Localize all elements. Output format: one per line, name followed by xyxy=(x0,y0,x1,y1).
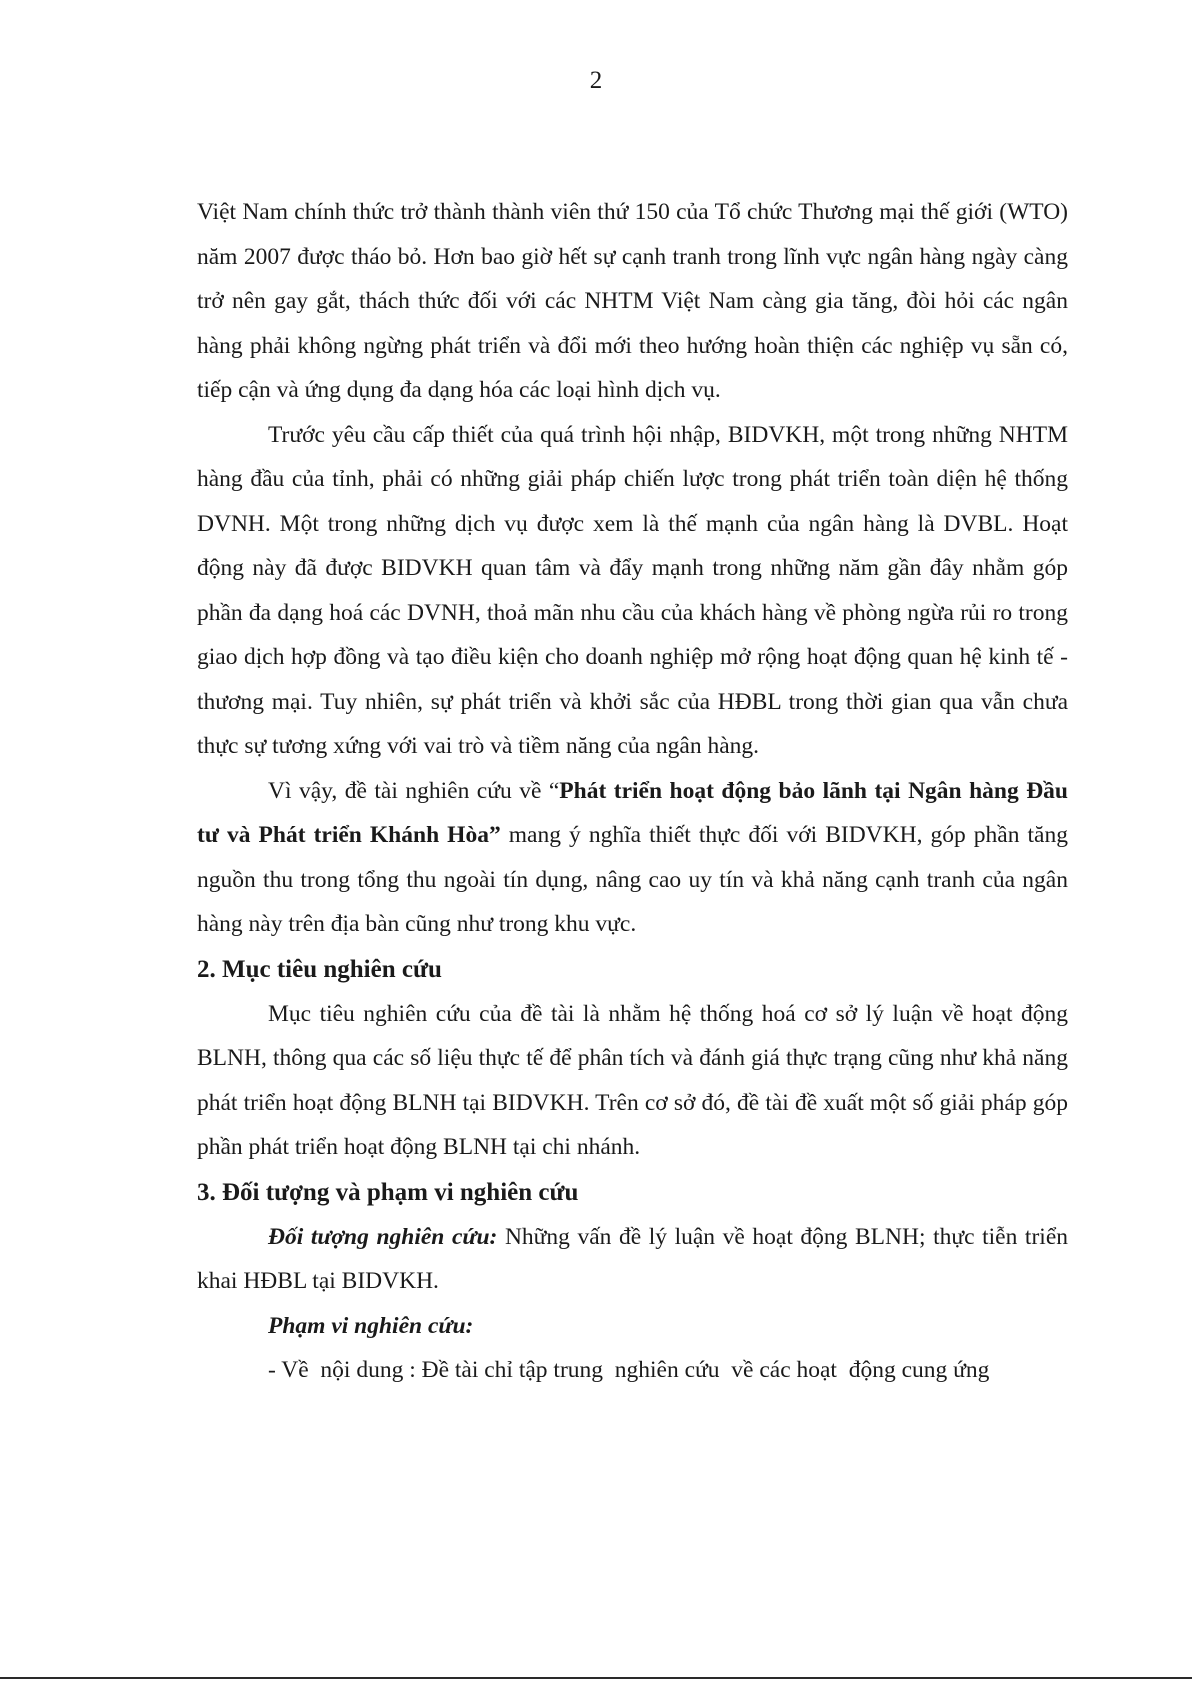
section-3-heading: 3. Đối tượng và phạm vi nghiên cứu xyxy=(197,1178,579,1206)
research-object-label: Đối tượng nghiên cứu: xyxy=(268,1223,498,1250)
research-scope-paragraph xyxy=(197,1304,1068,1349)
topic-title: Phát triển hoạt động bảo lãnh tại Ngân hàng Đầu tư và Phát triển Khánh Hòa” xyxy=(197,777,1068,848)
section-2-heading: 2. Mục tiêu nghiên cứu xyxy=(197,955,442,983)
section-2-text: Mục tiêu nghiên cứu của đề tài là nhằm hệ thống hoá cơ sở lý luận về hoạt động BLNH, thông qua các số liệu thực tế để phân tích và đánh giá thực trạng cũng như khả năng phát triển hoạt động BLNH tại BIDVKH. Trên cơ sở đó, đề tài đề xuất một số giải pháp góp phần phát triển hoạt động BLNH tại chi nhánh. xyxy=(197,1000,1068,1160)
research-object-paragraph xyxy=(197,1215,1068,1304)
paragraph-integration: Trước yêu cầu cấp thiết của quá trình hội nhập, BIDVKH, một trong những NHTM hàng đầu của tỉnh, phải có những giải pháp chiến lược trong phát triển toàn diện hệ thống DVNH. Một trong những dịch vụ được xem là thế mạnh của ngân hàng là DVBL. Hoạt động này đã được BIDVKH quan tâm và đẩy mạnh trong những năm gần đây nhằm góp phần đa dạng hoá các DVNH, thoả mãn nhu cầu của khách hàng về phòng ngừa rủi ro trong giao dịch hợp đồng và tạo điều kiện cho doanh nghiệp mở rộng hoạt động quan hệ kinh tế - thương mại. Tuy nhiên, sự phát triển và khởi sắc của HĐBL trong thời gian qua vẫn chưa thực sự tương xứng với vai trò và tiềm năng của ngân hàng. xyxy=(197,421,1068,759)
document-body xyxy=(197,190,1068,1393)
topic-trail-text: mang ý nghĩa thiết thực đối với BIDVKH, góp phần tăng nguồn thu trong tổng thu ngoài tín dụng, nâng cao uy tín và khả năng cạnh tranh của ngân hàng này trên địa bàn cũng như trong khu vực. xyxy=(197,822,1068,937)
topic-lead-text: Vì vậy, đề tài nghiên cứu về “ xyxy=(268,777,560,804)
paragraph-intro-continued: Việt Nam chính thức trở thành thành viên thứ 150 của Tổ chức Thương mại thế giới (WTO) năm 2007 được tháo bỏ. Hơn bao giờ hết sự cạnh tranh trong lĩnh vực ngân hàng ngày càng trở nên gay gắt, thách thức đối với các NHTM Việt Nam càng gia tăng, đòi hỏi các ngân hàng phải không ngừng phát triển và đổi mới theo hướng hoàn thiện các nghiệp vụ sẵn có, tiếp cận và ứng dụng đa dạng hóa các loại hình dịch vụ. xyxy=(197,199,1068,403)
page-number: 2 xyxy=(589,67,603,94)
research-scope-label: Phạm vi nghiên cứu: xyxy=(268,1312,474,1339)
paragraph-topic xyxy=(197,769,1068,947)
research-scope-item-content: - Về nội dung : Đề tài chỉ tập trung nghiên cứu về các hoạt động cung ứng xyxy=(268,1357,990,1383)
bottom-divider xyxy=(0,1677,1192,1679)
research-object-text: Những vấn đề lý luận về hoạt động BLNH; thực tiễn triển khai HĐBL tại BIDVKH. xyxy=(197,1223,1068,1294)
